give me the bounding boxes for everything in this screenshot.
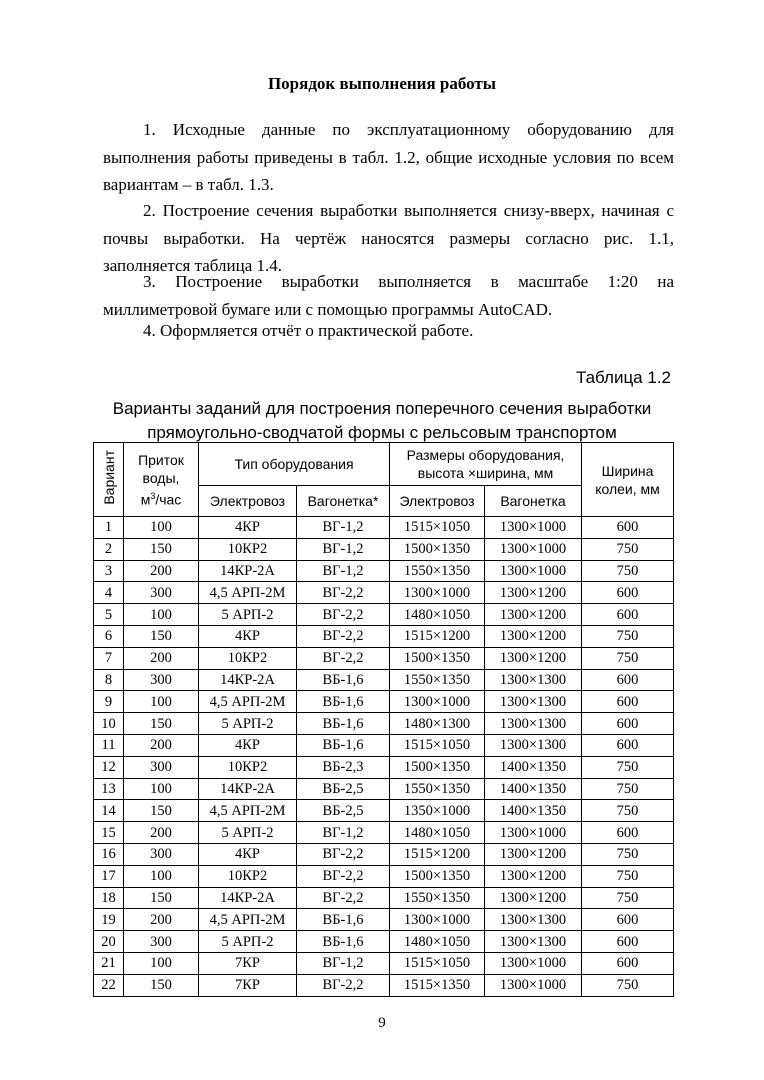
cell-wagon: ВГ-1,2 — [297, 822, 390, 844]
header-water-inflow-line-2: воды, — [142, 469, 180, 486]
table-row — [94, 909, 674, 931]
cell-dim-locomotive: 1480×1300 — [390, 713, 485, 735]
cell-gauge: 750 — [582, 865, 674, 887]
cell-dim-wagon: 1400×1350 — [485, 756, 582, 778]
cell-dim-locomotive: 1350×1000 — [390, 800, 485, 822]
section-heading: Порядок выполнения работы — [267, 74, 497, 93]
cell-variant: 16 — [94, 843, 124, 865]
cell-dim-wagon: 1300×1200 — [485, 843, 582, 865]
cell-variant: 13 — [94, 778, 124, 800]
cell-dim-wagon: 1300×1200 — [485, 887, 582, 909]
paragraph-3: 3. Построение выработки выполняется в масштабе 1:20 на миллиметровой бумаге или с помощью программы AutoCAD. — [103, 272, 674, 319]
table-row — [94, 713, 674, 735]
cell-wagon: ВГ-1,2 — [297, 560, 390, 582]
cell-locomotive: 4КР — [199, 734, 297, 756]
cell-wagon: ВГ-2,2 — [297, 843, 390, 865]
cell-water-inflow: 200 — [124, 909, 199, 931]
table-body — [94, 517, 674, 997]
table-row — [94, 582, 674, 604]
cell-locomotive: 5 АРП-2 — [199, 713, 297, 735]
cell-variant: 12 — [94, 756, 124, 778]
cell-variant: 1 — [94, 517, 124, 539]
table-row — [94, 843, 674, 865]
cell-locomotive: 14КР-2А — [199, 778, 297, 800]
unit-m: м — [140, 491, 151, 508]
header-dimensions-line-2: высота ×ширина, мм — [417, 465, 554, 481]
cell-gauge: 750 — [582, 800, 674, 822]
table-row — [94, 822, 674, 844]
header-water-inflow — [124, 443, 199, 517]
cell-dim-locomotive: 1550×1350 — [390, 887, 485, 909]
cell-dim-locomotive: 1500×1350 — [390, 865, 485, 887]
cell-gauge: 600 — [582, 734, 674, 756]
cell-dim-wagon: 1400×1350 — [485, 778, 582, 800]
cell-variant: 8 — [94, 669, 124, 691]
cell-locomotive: 7КР — [199, 974, 297, 996]
cell-dim-wagon: 1300×1200 — [485, 604, 582, 626]
cell-dim-locomotive: 1550×1350 — [390, 560, 485, 582]
cell-variant: 19 — [94, 909, 124, 931]
table-row — [94, 865, 674, 887]
cell-dim-wagon: 1300×1200 — [485, 647, 582, 669]
cell-gauge: 600 — [582, 517, 674, 539]
header-variant — [94, 443, 124, 517]
cell-gauge: 750 — [582, 778, 674, 800]
table-caption-line-2: прямоугольно-сводчатой формы с рельсовым транспортом — [147, 423, 617, 442]
table-row — [94, 778, 674, 800]
paragraph-4: 4. Оформляется отчёт о практической работе. — [143, 321, 474, 340]
cell-gauge: 600 — [582, 952, 674, 974]
page-number: 9 — [378, 1015, 386, 1031]
cell-water-inflow: 150 — [124, 800, 199, 822]
cell-locomotive: 4,5 АРП-2М — [199, 582, 297, 604]
cell-dim-locomotive: 1500×1350 — [390, 756, 485, 778]
cell-gauge: 600 — [582, 691, 674, 713]
cell-wagon: ВБ-1,6 — [297, 669, 390, 691]
cell-gauge: 750 — [582, 843, 674, 865]
cell-locomotive: 4,5 АРП-2М — [199, 909, 297, 931]
table-label: Таблица 1.2 — [575, 368, 671, 387]
cell-water-inflow: 300 — [124, 582, 199, 604]
cell-dim-wagon: 1300×1200 — [485, 625, 582, 647]
table-row — [94, 647, 674, 669]
cell-wagon: ВБ-1,6 — [297, 931, 390, 953]
cell-wagon: ВГ-2,2 — [297, 604, 390, 626]
cell-locomotive: 10КР2 — [199, 865, 297, 887]
cell-wagon: ВБ-1,6 — [297, 691, 390, 713]
cell-water-inflow: 300 — [124, 669, 199, 691]
cell-dim-wagon: 1300×1300 — [485, 669, 582, 691]
table-row — [94, 517, 674, 539]
cell-variant: 4 — [94, 582, 124, 604]
cell-wagon: ВБ-2,5 — [297, 800, 390, 822]
cell-dim-locomotive: 1515×1050 — [390, 952, 485, 974]
header-dim-locomotive: Электровоз — [390, 486, 485, 517]
cell-dim-locomotive: 1550×1350 — [390, 669, 485, 691]
cell-gauge: 750 — [582, 625, 674, 647]
cell-wagon: ВБ-2,5 — [297, 778, 390, 800]
cell-dim-locomotive: 1550×1350 — [390, 778, 485, 800]
table-row — [94, 974, 674, 996]
header-equipment-type: Тип оборудования — [199, 443, 390, 486]
table-caption-line-1: Варианты заданий для построения поперечного сечения выработки — [112, 399, 652, 418]
table-row — [94, 538, 674, 560]
cell-gauge: 750 — [582, 887, 674, 909]
cell-variant: 10 — [94, 713, 124, 735]
cell-water-inflow: 300 — [124, 843, 199, 865]
table-row — [94, 952, 674, 974]
cell-wagon: ВБ-1,6 — [297, 713, 390, 735]
cell-water-inflow: 150 — [124, 887, 199, 909]
cell-gauge: 750 — [582, 974, 674, 996]
table-row — [94, 931, 674, 953]
header-dim-wagon: Вагонетка — [485, 486, 582, 517]
cell-dim-wagon: 1300×1300 — [485, 713, 582, 735]
cell-dim-wagon: 1300×1300 — [485, 691, 582, 713]
cell-wagon: ВГ-2,2 — [297, 865, 390, 887]
cell-water-inflow: 200 — [124, 560, 199, 582]
cell-gauge: 750 — [582, 538, 674, 560]
cell-wagon: ВГ-2,2 — [297, 647, 390, 669]
cell-variant: 20 — [94, 931, 124, 953]
cell-locomotive: 5 АРП-2 — [199, 931, 297, 953]
cell-gauge: 600 — [582, 604, 674, 626]
cell-water-inflow: 300 — [124, 756, 199, 778]
cell-gauge: 600 — [582, 822, 674, 844]
cell-dim-locomotive: 1500×1350 — [390, 647, 485, 669]
cell-gauge: 750 — [582, 647, 674, 669]
cell-locomotive: 4КР — [199, 843, 297, 865]
cell-dim-wagon: 1300×1300 — [485, 931, 582, 953]
cell-wagon: ВГ-2,2 — [297, 625, 390, 647]
cell-dim-wagon: 1300×1300 — [485, 909, 582, 931]
cell-water-inflow: 100 — [124, 604, 199, 626]
cell-dim-locomotive: 1480×1050 — [390, 822, 485, 844]
header-locomotive: Электровоз — [199, 486, 297, 517]
cell-dim-locomotive: 1515×1200 — [390, 843, 485, 865]
unit-per-hour: /час — [155, 491, 182, 508]
table-caption — [0, 397, 764, 445]
header-water-inflow-line-1: Приток — [138, 451, 184, 468]
cell-dim-locomotive: 1480×1050 — [390, 604, 485, 626]
cell-variant: 22 — [94, 974, 124, 996]
table-row — [94, 691, 674, 713]
cell-dim-wagon: 1300×1000 — [485, 538, 582, 560]
header-water-inflow-unit — [124, 487, 198, 509]
paragraph-2: 2. Построение сечения выработки выполняется снизу-вверх, начиная с почвы выработки. На чертёж наносятся размеры согласно рис. 1.1, заполняется таблица 1.4. — [103, 201, 674, 275]
cell-dim-locomotive: 1300×1000 — [390, 582, 485, 604]
cell-dim-locomotive: 1515×1050 — [390, 734, 485, 756]
unit-superscript: 3 — [150, 490, 156, 501]
cell-water-inflow: 100 — [124, 691, 199, 713]
cell-locomotive: 14КР-2А — [199, 887, 297, 909]
cell-gauge: 600 — [582, 909, 674, 931]
cell-variant: 2 — [94, 538, 124, 560]
table-row — [94, 604, 674, 626]
table-row — [94, 669, 674, 691]
cell-dim-wagon: 1300×1000 — [485, 517, 582, 539]
cell-wagon: ВГ-2,2 — [297, 974, 390, 996]
cell-wagon: ВГ-2,2 — [297, 582, 390, 604]
cell-locomotive: 14КР-2А — [199, 669, 297, 691]
cell-wagon: ВБ-1,6 — [297, 734, 390, 756]
cell-water-inflow: 150 — [124, 974, 199, 996]
cell-locomotive: 4КР — [199, 625, 297, 647]
cell-water-inflow: 100 — [124, 865, 199, 887]
cell-water-inflow: 100 — [124, 517, 199, 539]
paragraph-1: 1. Исходные данные по эксплуатационному оборудованию для выполнения работы приведены в табл. 1.2, общие исходные условия по всем вариантам – в табл. 1.3. — [103, 120, 674, 194]
cell-dim-locomotive: 1300×1000 — [390, 691, 485, 713]
cell-locomotive: 5 АРП-2 — [199, 604, 297, 626]
cell-wagon: ВГ-1,2 — [297, 538, 390, 560]
cell-dim-wagon: 1300×1000 — [485, 822, 582, 844]
cell-variant: 5 — [94, 604, 124, 626]
cell-locomotive: 7КР — [199, 952, 297, 974]
cell-gauge: 600 — [582, 669, 674, 691]
cell-locomotive: 4,5 АРП-2М — [199, 691, 297, 713]
cell-gauge: 750 — [582, 560, 674, 582]
cell-gauge: 750 — [582, 756, 674, 778]
cell-dim-wagon: 1300×1300 — [485, 734, 582, 756]
header-gauge-line-2: колеи, мм — [595, 480, 660, 497]
cell-dim-locomotive: 1480×1050 — [390, 931, 485, 953]
cell-wagon: ВГ-2,2 — [297, 887, 390, 909]
cell-variant: 6 — [94, 625, 124, 647]
cell-water-inflow: 200 — [124, 734, 199, 756]
cell-dim-locomotive: 1515×1200 — [390, 625, 485, 647]
cell-variant: 9 — [94, 691, 124, 713]
cell-gauge: 600 — [582, 582, 674, 604]
cell-wagon: ВБ-2,3 — [297, 756, 390, 778]
cell-water-inflow: 150 — [124, 713, 199, 735]
cell-water-inflow: 150 — [124, 538, 199, 560]
cell-dim-locomotive: 1300×1000 — [390, 909, 485, 931]
cell-gauge: 600 — [582, 713, 674, 735]
cell-dim-wagon: 1300×1200 — [485, 582, 582, 604]
cell-wagon: ВБ-1,6 — [297, 909, 390, 931]
header-dimensions-line-1: Размеры оборудования, — [406, 447, 565, 463]
cell-variant: 11 — [94, 734, 124, 756]
cell-water-inflow: 100 — [124, 952, 199, 974]
cell-variant: 3 — [94, 560, 124, 582]
cell-water-inflow: 150 — [124, 625, 199, 647]
cell-locomotive: 10КР2 — [199, 647, 297, 669]
cell-wagon: ВГ-1,2 — [297, 952, 390, 974]
cell-water-inflow: 200 — [124, 822, 199, 844]
cell-variant: 7 — [94, 647, 124, 669]
table-row — [94, 625, 674, 647]
table-row — [94, 560, 674, 582]
cell-locomotive: 5 АРП-2 — [199, 822, 297, 844]
cell-locomotive: 4КР — [199, 517, 297, 539]
cell-dim-locomotive: 1515×1050 — [390, 517, 485, 539]
cell-wagon: ВГ-1,2 — [297, 517, 390, 539]
cell-gauge: 600 — [582, 931, 674, 953]
cell-dim-wagon: 1300×1000 — [485, 560, 582, 582]
cell-dim-wagon: 1400×1350 — [485, 800, 582, 822]
cell-dim-wagon: 1300×1200 — [485, 865, 582, 887]
cell-locomotive: 14КР-2А — [199, 560, 297, 582]
cell-variant: 17 — [94, 865, 124, 887]
header-dimensions — [390, 443, 582, 486]
header-gauge-line-1: Ширина — [601, 462, 654, 479]
cell-water-inflow: 100 — [124, 778, 199, 800]
table-row — [94, 734, 674, 756]
table-row — [94, 756, 674, 778]
cell-variant: 21 — [94, 952, 124, 974]
cell-locomotive: 4,5 АРП-2М — [199, 800, 297, 822]
table-row — [94, 800, 674, 822]
header-variant-label: Вариант — [100, 450, 117, 505]
table-row — [94, 887, 674, 909]
cell-locomotive: 10КР2 — [199, 538, 297, 560]
cell-water-inflow: 200 — [124, 647, 199, 669]
header-gauge — [582, 443, 674, 517]
cell-locomotive: 10КР2 — [199, 756, 297, 778]
variants-table — [93, 442, 674, 997]
cell-variant: 14 — [94, 800, 124, 822]
cell-variant: 15 — [94, 822, 124, 844]
cell-dim-wagon: 1300×1000 — [485, 974, 582, 996]
cell-dim-wagon: 1300×1000 — [485, 952, 582, 974]
cell-dim-locomotive: 1500×1350 — [390, 538, 485, 560]
cell-dim-locomotive: 1515×1350 — [390, 974, 485, 996]
header-wagon: Вагонетка* — [297, 486, 390, 517]
cell-variant: 18 — [94, 887, 124, 909]
cell-water-inflow: 300 — [124, 931, 199, 953]
